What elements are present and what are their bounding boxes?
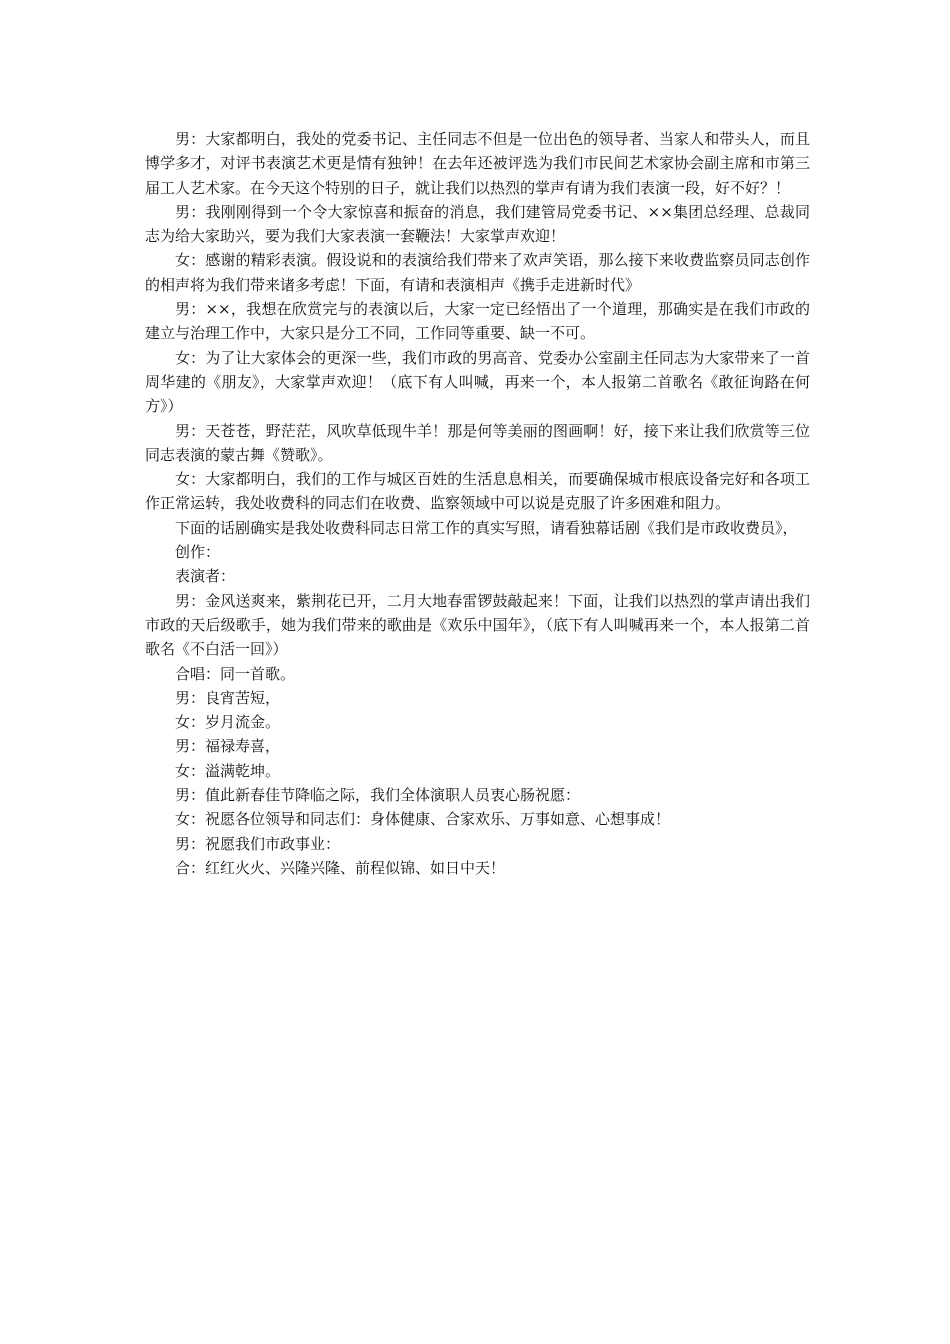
paragraph: 男：××，我想在欣赏完与的表演以后，大家一定已经悟出了一个道理，那确实是在我们市政的建立与治理工作中，大家只是分工不同，工作同等重要、缺一不可。 bbox=[145, 300, 810, 343]
paragraph: 男：大家都明白，我处的党委书记、主任同志不但是一位出色的领导者、当家人和带头人，而且博学多才，对评书表演艺术更是情有独钟！在去年还被评选为我们市民间艺术家协会副主席和市第三届工人艺术家。在今天这个特别的日子，就让我们以热烈的掌声有请为我们表演一段，好不好？！ bbox=[145, 130, 810, 197]
paragraph: 女：溢满乾坤。 bbox=[175, 761, 281, 780]
paragraph: 表演者： bbox=[175, 567, 236, 586]
paragraph: 合唱：同一首歌。 bbox=[175, 664, 296, 683]
paragraph: 男：良宵苦短， bbox=[175, 688, 281, 707]
paragraph: 合：红红火火、兴隆兴隆、前程似锦、如日中天！ bbox=[175, 858, 506, 877]
paragraph: 女：祝愿各位领导和同志们：身体健康、合家欢乐、万事如意、心想事成！ bbox=[175, 810, 671, 829]
document-body bbox=[145, 127, 810, 880]
paragraph: 女：大家都明白，我们的工作与城区百姓的生活息息相关，而要确保城市根底设备完好和各项工作正常运转，我处收费科的同志们在收费、监察领域中可以说是克服了许多困难和阻力。 bbox=[145, 470, 810, 513]
paragraph: 女：为了让大家体会的更深一些，我们市政的男高音、党委办公室副主任同志为大家带来了一首周华建的《朋友》，大家掌声欢迎！（底下有人叫喊，再来一个，本人报第二首歌名《敢征询路在何方》） bbox=[145, 348, 810, 416]
paragraph: 男：金风送爽来，紫荆花已开，二月大地春雷锣鼓敲起来！下面，让我们以热烈的掌声请出我们市政的天后级歌手，她为我们带来的歌曲是《欢乐中国年》，（底下有人叫喊再来一个，本人报第二首歌名《不白活一回》） bbox=[145, 591, 810, 659]
paragraph: 男：祝愿我们市政事业： bbox=[175, 834, 341, 853]
paragraph: 女：岁月流金。 bbox=[175, 713, 281, 732]
paragraph: 男：值此新春佳节降临之际，我们全体演职人员衷心肠祝愿： bbox=[175, 786, 581, 805]
paragraph: 下面的话剧确实是我处收费科同志日常工作的真实写照，请看独幕话剧《我们是市政收费员》， bbox=[175, 518, 798, 537]
paragraph: 男：天苍苍，野茫茫，风吹草低现牛羊！那是何等美丽的图画啊！好，接下来让我们欣赏等三位同志表演的蒙古舞《赞歌》。 bbox=[145, 421, 810, 464]
paragraph: 女：感谢的精彩表演。假设说和的表演给我们带来了欢声笑语，那么接下来收费监察员同志创作的相声将为我们带来诸多考虑！下面，有请和表演相声《携手走进新时代》 bbox=[145, 251, 810, 294]
paragraph: 男：我刚刚得到一个令大家惊喜和振奋的消息，我们建管局党委书记、××集团总经理、总裁同志为给大家助兴，要为我们大家表演一套鞭法！大家掌声欢迎！ bbox=[145, 202, 810, 246]
paragraph: 男：福禄寿喜， bbox=[175, 737, 281, 756]
paragraph: 创作： bbox=[175, 543, 221, 562]
